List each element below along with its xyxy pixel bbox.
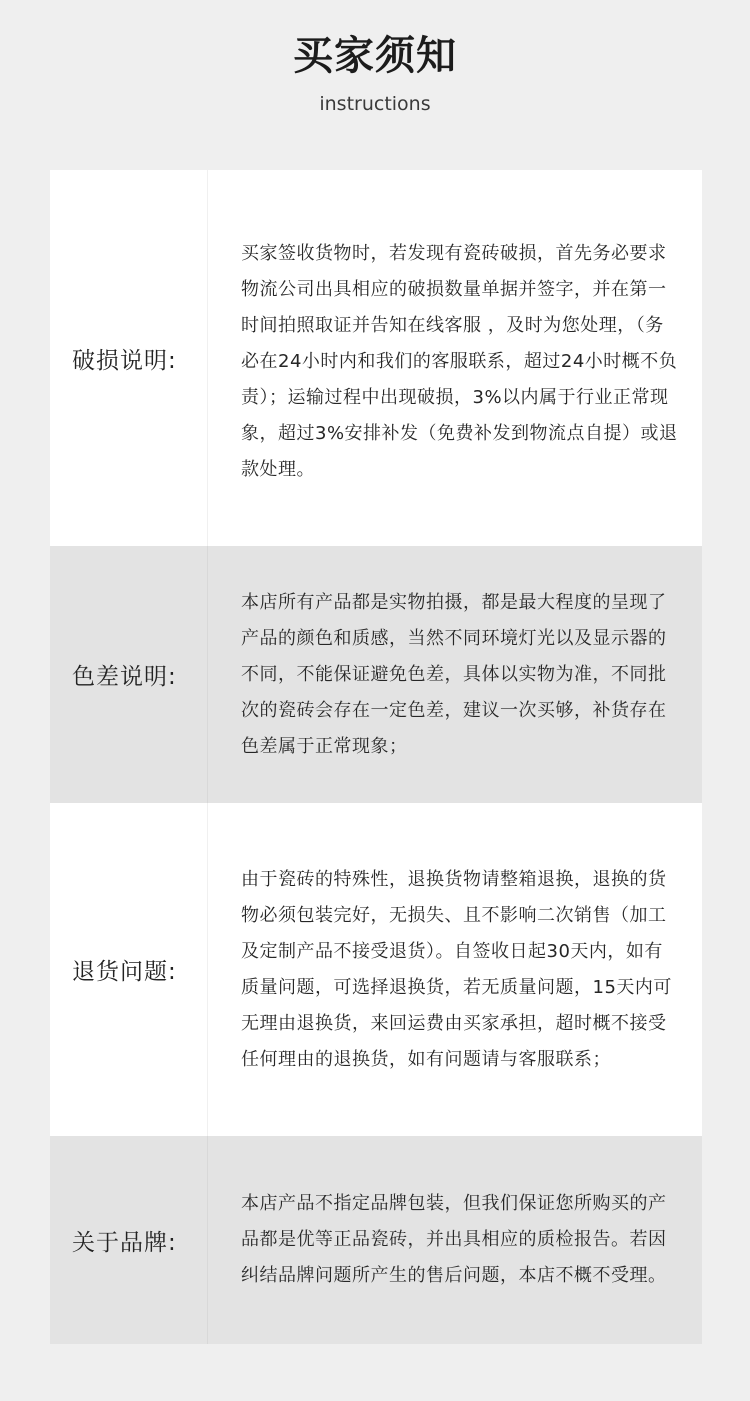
page-header — [0, 0, 750, 170]
section-text-brand: 本店产品不指定品牌包装，但我们保证您所购买的产品都是优等正品瓷砖，并出具相应的质检报告。若因纠结品牌问题所产生的售后问题，本店不概不受理。 — [241, 1193, 667, 1286]
section-content-cell — [208, 1136, 702, 1344]
section-returns — [50, 803, 702, 1136]
section-label-color-difference: 色差说明: — [72, 664, 177, 690]
section-label-brand: 关于品牌: — [72, 1229, 177, 1256]
section-color-difference — [50, 546, 702, 803]
section-text-damage: 买家签收货物时，若发现有瓷砖破损，首先务必要求物流公司出具相应的破损数量单据并签字，并在第一时间拍照取证并告知在线客服 ，及时为您处理，（务必在24小时内和我们的客服联系，超过24小时概不负责）；运输过程中出现破损，3%以内属于行业正常现象，超过3%安排补发（免费补发到物流点自提）或退款处理。 — [241, 243, 678, 480]
section-text-color-difference: 本店所有产品都是实物拍摄，都是最大程度的呈现了产品的颜色和质感，当然不同环境灯光以及显示器的不同，不能保证避免色差，具体以实物为准，不同批次的瓷砖会存在一定色差，建议一次买够，补货存在色差属于正常现象； — [241, 591, 667, 757]
section-label-cell — [50, 170, 208, 546]
section-label-damage: 破损说明: — [72, 347, 177, 374]
instructions-table — [50, 170, 702, 1344]
section-content-cell — [208, 803, 702, 1136]
section-label-returns: 退货问题: — [72, 959, 177, 985]
section-label-cell — [50, 803, 208, 1136]
section-label-cell — [50, 546, 208, 803]
page-title: 买家须知 — [293, 33, 457, 79]
section-brand — [50, 1136, 702, 1344]
section-damage — [50, 170, 702, 546]
section-content-cell — [208, 170, 702, 546]
section-text-returns: 由于瓷砖的特殊性，退换货物请整箱退换，退换的货物必须包装完好，无损失、且不影响二次销售（加工及定制产品不接受退货）。自签收日起30天内，如有质量问题，可选择退换货，若无质量问题，15天内可无理由退换货，来回运费由买家承担，超时概不接受任何理由的退换货，如有问题请与客服联系； — [241, 868, 672, 1070]
page-subtitle: instructions — [319, 93, 431, 115]
section-content-cell — [208, 546, 702, 803]
section-label-cell — [50, 1136, 208, 1344]
